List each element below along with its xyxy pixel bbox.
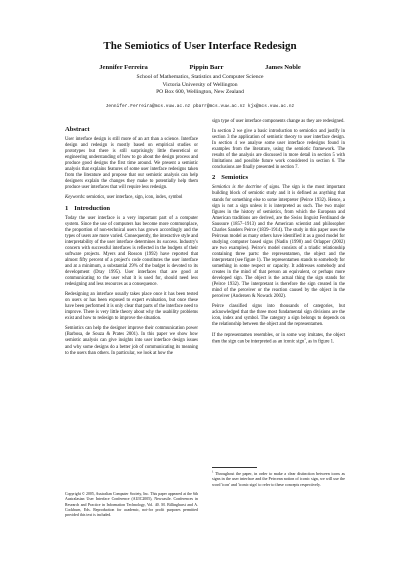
author-name: Pippin Barr [189, 64, 224, 71]
paragraph: sign type of user interface components change as they are redesigned. [212, 119, 345, 124]
author-list [0, 64, 400, 71]
left-column [65, 123, 198, 361]
author-name: Jennifer Ferreira [99, 64, 148, 71]
paragraph: In section 2 we give a basic introduction to semiotics and justify in section 3 the application of semiotic theory to user interface design. In section 4 we analyse some user interface redesigns found in examples from the literature, using the semiotic framework. The results of the analysis are discussed in more detail in section 5 with limitations and possible future work considered in section 6. The conclusions are finally presented in section 7. [212, 129, 345, 171]
paper-title: The Semiotics of User Interface Redesign [103, 40, 297, 52]
keywords-text: : semiotics, user interface, sign, icon, index, symbol [83, 195, 183, 201]
footnote-number: 1 [212, 469, 214, 474]
footnote-rule [212, 467, 257, 468]
paragraph: Redesigning an interface usually takes place once it has been tested on users or has been exposed to expert evaluation, but once these have been performed it is only clear that parts of the interface need to improve. There is very little theory about why the usability problems exist and how to redesign to improve the situation. [65, 292, 198, 322]
keywords-label: Keywords [65, 195, 84, 201]
author-name: James Noble [265, 64, 301, 71]
section-number: 2 [212, 174, 216, 182]
paragraph: Semiotics can help the designer improve their communication power (Barbosa, de Souza & Prates 2001). In this paper we show how semiotic analysis can give insights into user interface design issues and why some designs do a better job of communicating its meaning to the users than others. In particular, we look at how the [65, 326, 198, 356]
paragraph [212, 333, 345, 346]
abstract-heading: Abstract [65, 126, 90, 133]
abstract-text: User interface design is still more of an art than a science. Interface design and redesign is mostly based on empirical studies or prototypes but there is still surprisingly little theoretical or engineering understanding of how to go about the design process and produce good designs the first time around. We present a semiotic analysis that explains features of some user interface redesigns taken from the literature and propose that our semiotic analysis can help designers explain the changes they make to potentially help them produce user interfaces that will require less redesign. [65, 137, 198, 191]
footnote-marker: 1 [304, 336, 306, 341]
footnote-text: Throughout the paper, in order to make a clear distinction between icons as signs in the user interface and the Peircean notion of iconic sign, we will use the word 'icon' and 'iconic sign' to refer to these concepts respectively. [212, 471, 345, 487]
affiliation-line: School of Mathematics, Statistics and Computer Science [136, 74, 264, 80]
affiliation-line: PO Box 600, Wellington, New Zealand [156, 89, 244, 96]
section-heading-introduction [65, 206, 198, 212]
footnote [212, 471, 345, 487]
section-heading-semiotics [212, 175, 345, 181]
section-title: Introduction [74, 204, 111, 212]
paragraph: Today the user interface is a very important part of a computer system. Since the use of computers has become more commonplace, the proportion of non-technical users has grown accordingly and the types of users are more varied. Consequently, the interactive style and interpretability of the user interface determines its success. Industry's concern with successful interfaces is reflected in the budgets of their software projects. Myers and Rosson (1992) have reported that almost fifty percent of a project's code constitutes the user interface and at a minimum, a substantial 29% of the budget is devoted to its development (Dray 1995). User interfaces that are good at communicating to the user what it is used for, should need less redesigning and less resources as a consequence. [65, 215, 198, 288]
section-number: 1 [65, 204, 69, 212]
affiliation-line: Victoria University of Wellington [162, 81, 238, 88]
author-emails: Jennifer.Ferreira@mcs.vuw.ac.nz pbarr@mcs.vuw.ac.nz kjx@mcs.vuw.ac.nz [105, 104, 295, 109]
section-title: Semiotics [221, 174, 249, 182]
paragraph-text: If the representamen resembles, or in some way imitates, the object then the sign can be interpreted as an iconic sign [212, 332, 345, 345]
keywords [65, 195, 198, 201]
emphasis-text: Semiotics is the doctrine of signs. [212, 185, 281, 191]
paragraph-text: , as in figure 1. [305, 339, 335, 345]
paragraph [212, 185, 345, 300]
paragraph: Peirce classified signs into thousands of categories, but acknowledged that the three most fundamental sign divisions are the icon, index and symbol. The category a sign belongs to depends on the relationship between the object and the representamen. [212, 304, 345, 328]
affiliation [0, 74, 400, 97]
right-column [212, 119, 345, 349]
copyright-notice: Copyright © 2005, Australian Computer Society, Inc. This paper appeared at the 6th Australasian User Interface Conference (AUIC2005), Newcastle. Conferences in Research and Practice in Information Technology, Vol. 40. M. Billinghurst and A. Cockburn, Eds. Reproduction for academic, not-for profit purposes permitted provided this text is included. [65, 492, 198, 518]
paragraph-text: The sign is the most important building block of semiotic study and it is defined as anything that stands for something else to some interpreter (Peirce 1932). Hence, a sign is not a sign unless it is interpreted as such. The two major figures in the history of semiotics, from which the European and American traditions are derived, are the Swiss linguist Ferdinand de Saussure (1857–1913) and the American scientist and philosopher Charles Sanders Peirce (1839–1914). The study in this paper uses the Peircean model as many others have identified it as a good model for studying computer based signs (Nadin (1990) and Orlapper (2002) are two examples). Peirce's model consists of a triadic relationship containing three parts: the representamen, the object and the interpretant (see figure 1). The representamen stands to somebody for something in some respect or capacity. It addresses somebody and creates in the mind of that person an equivalent, or perhaps more developed sign. The object is the actual thing the sign stands for (Peirce 1932). The interpretant is therefore the sign created in the mind of the perceiver or the reaction caused by the object in the perceiver (Andersen & Nowack 2002). [212, 185, 345, 300]
